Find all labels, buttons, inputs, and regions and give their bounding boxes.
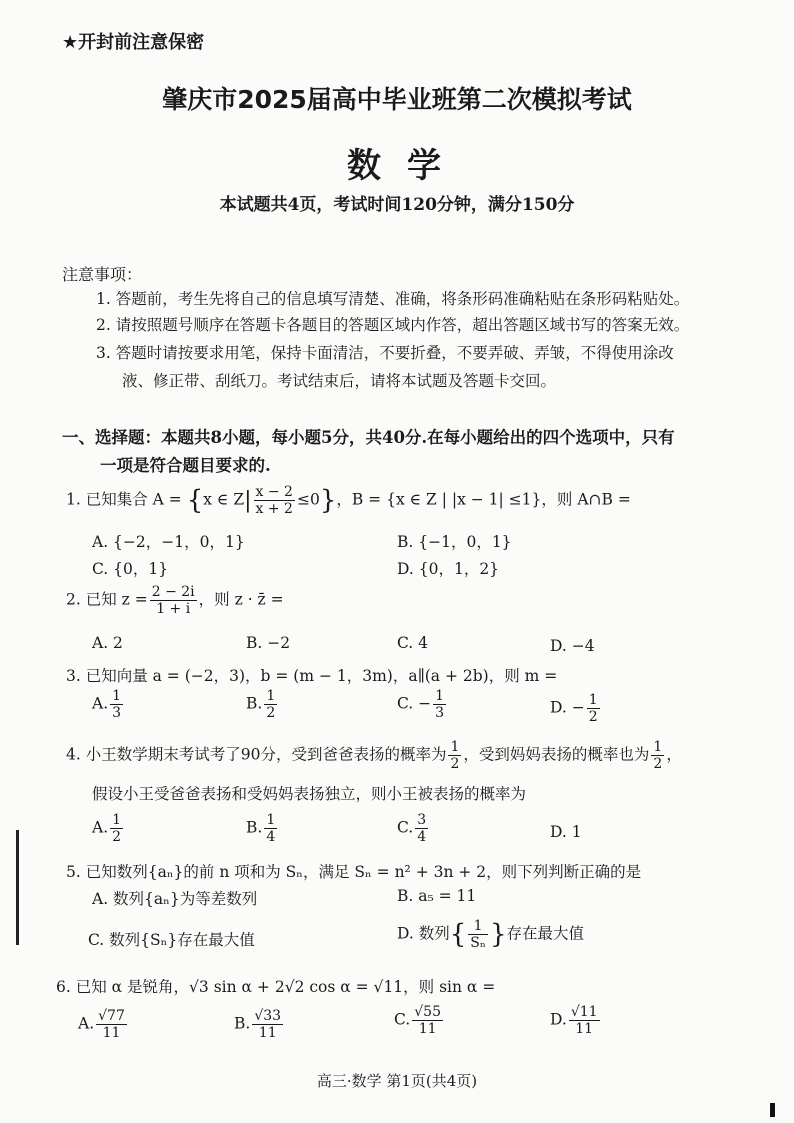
notice-item-3-cont: 液、修正带、刮纸刀。考试结束后，请将本试题及答题卡交回。: [122, 372, 557, 390]
q1-option-d: D. {0，1，2}: [397, 560, 500, 578]
notice-item-2: 2. 请按照题号顺序在答题卡各题目的答题区域内作答，超出答题区域书写的答案无效。: [96, 316, 690, 334]
q2-option-a: A. 2: [92, 634, 123, 652]
subject-title: 数学: [347, 146, 467, 186]
q1-fraction: $\frac{x - 2}{x + 2}$: [255, 484, 293, 518]
q2-fraction: $\frac{2 - 2i}{1 + i}$: [151, 584, 195, 618]
question-1: 1. 已知集合 A = {x ∈ Z| $\frac{x - 2}{x + 2}$ ≤0}，B = {x ∈ Z | |x − 1| ≤1}，则 A∩B =: [66, 484, 631, 518]
question-6: 6. 已知 α 是锐角，√3 sin α + 2√2 cos α = √11，则 sin α =: [56, 978, 496, 996]
q3-option-d: D. − $\frac{1}{2}$: [550, 692, 598, 726]
q5-option-d: D. 数列{ $\frac{1}{\text{Sₙ}}$ }存在最大值: [397, 918, 584, 952]
q1-lead: 1. 已知集合 A =: [66, 490, 182, 509]
q6-option-c: C. $\frac{√55}{11}$: [394, 1004, 441, 1038]
q6-option-d: D. $\frac{√11}{11}$: [550, 1004, 598, 1038]
q1-option-a: A. {−2，−1，0，1}: [92, 533, 245, 551]
notice-item-3: 3. 答题时请按要求用笔，保持卡面清洁，不要折叠，不要弄破、弄皱，不得使用涂改: [96, 344, 674, 362]
page-footer: 高三·数学 第1页(共4页): [316, 1072, 478, 1090]
section-title-line2: 一项是符合题目要求的.: [100, 456, 271, 475]
q4-option-a: A. $\frac{1}{2}$: [92, 812, 122, 846]
q6-option-b: B. $\frac{√33}{11}$: [234, 1008, 282, 1042]
q2-option-d: D. −4: [550, 637, 595, 655]
q1-set-elem: x ∈ Z: [203, 490, 245, 509]
q3-option-b: B. $\frac{1}{2}$: [246, 688, 276, 722]
q6-option-a: A. $\frac{√77}{11}$: [78, 1008, 125, 1042]
q5-option-a: A. 数列{aₙ}为等差数列: [92, 890, 258, 908]
q3-option-c: C. − $\frac{1}{3}$: [397, 688, 445, 722]
q1-rest: ，B = {x ∈ Z | |x − 1| ≤1}，则 A∩B =: [336, 490, 631, 509]
q1-set-close: }: [319, 485, 337, 516]
q1-cond: ≤0: [296, 490, 320, 509]
question-3: 3. 已知向量 a = (−2，3)，b = (m − 1，3m)，a∥(a + 2b)，则 m =: [66, 667, 558, 685]
q1-set-open: {: [186, 485, 204, 516]
q5-option-b: B. a₅ = 11: [397, 887, 477, 905]
q3-option-a: A. $\frac{1}{3}$: [92, 688, 122, 722]
q1-option-b: B. {−1，0，1}: [397, 533, 512, 551]
notice-item-1: 1. 答题前，考生先将自己的信息填写清楚、准确，将条形码准确粘贴在条形码粘贴处。: [96, 290, 690, 308]
exam-title: 肇庆市2025届高中毕业班第二次模拟考试: [162, 85, 632, 114]
q1-option-c: C. {0，1}: [92, 560, 169, 578]
question-2: 2. 已知 z = $\frac{2 - 2i}{1 + i}$ ，则 z · z̄ =: [66, 584, 284, 618]
question-5: 5. 已知数列{aₙ}的前 n 项和为 Sₙ，满足 Sₙ = n² + 3n + 2，则下列判断正确的是: [66, 863, 642, 881]
notice-title: 注意事项：: [62, 265, 143, 284]
q4-option-c: C. $\frac{3}{4}$: [397, 812, 427, 846]
section-title-line1: 一、选择题：本题共8小题，每小题5分，共40分.在每小题给出的四个选项中，只有: [62, 428, 675, 447]
scan-edge-mark: [16, 830, 19, 945]
question-4-line2: 假设小王受爸爸表扬和受妈妈表扬独立，则小王被表扬的概率为: [92, 785, 527, 803]
confidential-notice: ★开封前注意保密: [62, 32, 205, 53]
q4-option-b: B. $\frac{1}{4}$: [246, 812, 276, 846]
paper-info: 本试题共4页，考试时间120分钟，满分150分: [219, 195, 575, 215]
q5-option-c: C. 数列{Sₙ}存在最大值: [88, 931, 255, 949]
question-4-line1: 4. 小王数学期末考试考了90分，受到爸爸表扬的概率为 $\frac{1}{2}$ ，受到妈妈表扬的概率也为 $\frac{1}{2}$ ，: [66, 739, 682, 773]
q2-option-c: C. 4: [397, 634, 429, 652]
q2-option-b: B. −2: [246, 634, 291, 652]
scan-corner-mark: [770, 1103, 775, 1117]
q4-option-d: D. 1: [550, 823, 582, 841]
